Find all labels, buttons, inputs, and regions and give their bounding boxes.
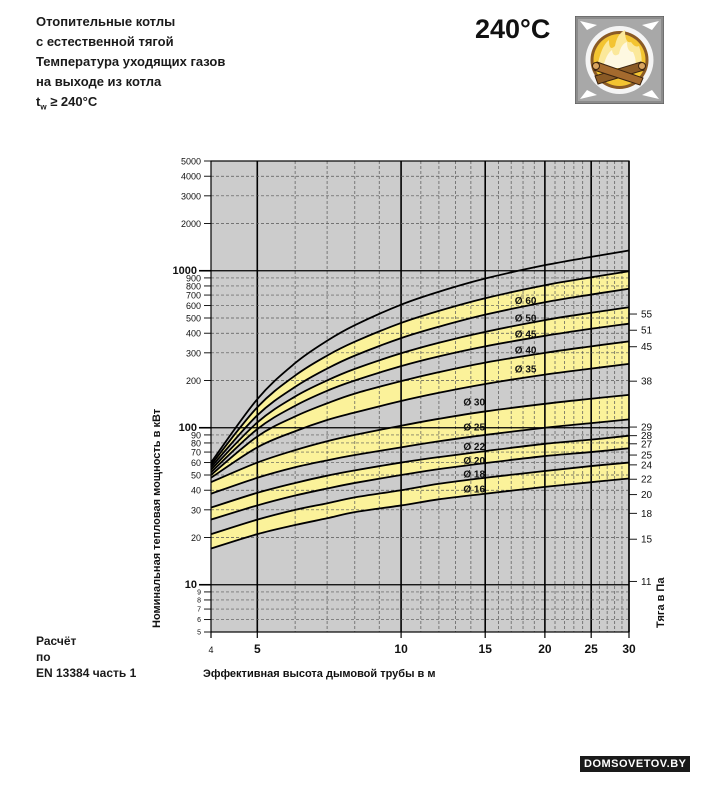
temp-condition: ≥ 240°C [46, 94, 98, 109]
draft-tick-label: 15 [641, 534, 653, 546]
x-tick-label: 25 [584, 642, 598, 656]
draft-tick-label: 20 [641, 490, 653, 502]
draft-tick-label: 24 [641, 460, 653, 472]
description-line-2: с естественной тягой [36, 34, 174, 49]
y-tick-label: 80 [190, 438, 201, 449]
temperature-badge: 240°C [475, 14, 551, 44]
y-tick-label: 4000 [180, 171, 201, 182]
x-tick-label: 4 [208, 645, 214, 655]
y-tick-label: 70 [190, 447, 201, 458]
y-tick-label: 10 [184, 579, 197, 592]
calculation-note [36, 633, 136, 681]
calc-note-line-1: Расчёт [36, 634, 77, 648]
x-axis-label: Эффективная высота дымовой трубы в м [203, 668, 436, 680]
draft-tick-label: 11 [641, 576, 652, 588]
y-tick-label: 2000 [180, 218, 201, 229]
y-tick-label: 60 [190, 458, 201, 469]
series-label: Ø 22 [463, 441, 486, 453]
draft-tick-label: 25 [641, 450, 653, 462]
x-tick-label: 10 [394, 642, 408, 656]
y-tick-label: 400 [185, 328, 201, 339]
y-axis-label: Номинальная тепловая мощность в кВт [151, 408, 163, 628]
draft-tick-label: 51 [641, 325, 653, 337]
x-tick-label: 15 [478, 642, 492, 656]
description-line-4: на выходе из котла [36, 74, 162, 89]
y-tick-label: 6 [197, 617, 201, 625]
y-tick-label: 1000 [172, 265, 197, 278]
x-tick-label: 30 [622, 642, 636, 656]
series-label: Ø 40 [514, 345, 537, 357]
series-label: Ø 25 [463, 422, 486, 434]
draft-tick-label: 29 [641, 422, 653, 434]
watermark: DOMSOVETOV.BY [580, 756, 690, 772]
y-tick-label: 100 [178, 422, 197, 435]
temp-symbol: t [36, 94, 41, 109]
x-tick-label: 5 [253, 642, 261, 656]
y-tick-label: 20 [190, 532, 201, 543]
y-tick-label: 5000 [180, 156, 201, 167]
draft-tick-label: 45 [641, 342, 653, 354]
calc-note-line-3: EN 13384 часть 1 [36, 666, 137, 680]
y-tick-label: 300 [185, 348, 201, 359]
y-tick-label: 40 [190, 485, 201, 496]
y-tick-label: 30 [190, 505, 201, 516]
y-tick-label: 3000 [180, 191, 201, 202]
y-tick-labels [173, 157, 202, 637]
y-tick-label: 600 [185, 301, 201, 312]
temp-subscript: w [40, 102, 47, 112]
series-label: Ø 60 [514, 296, 537, 308]
draft-tick-label: 27 [641, 439, 653, 451]
y-tick-label: 200 [185, 375, 201, 386]
description-line-3: Температура уходящих газов [36, 54, 226, 69]
y-tick-label: 7 [197, 606, 201, 614]
series-label: Ø 20 [463, 455, 486, 467]
x-tick-labels [208, 642, 636, 656]
series-label: Ø 16 [463, 484, 486, 496]
series-label: Ø 35 [514, 364, 537, 376]
y-tick-label: 9 [197, 589, 201, 597]
draft-tick-labels [641, 310, 653, 588]
series-label: Ø 30 [463, 397, 486, 409]
y-tick-label: 800 [185, 281, 201, 292]
description-line-1: Отопительные котлы [36, 14, 176, 29]
draft-tick-label: 22 [641, 474, 653, 486]
y-tick-label: 5 [197, 629, 201, 637]
y-tick-label: 900 [185, 273, 201, 284]
draft-tick-label: 55 [641, 309, 653, 321]
y-tick-label: 500 [185, 313, 201, 324]
y-tick-label: 50 [190, 470, 201, 481]
draft-tick-label: 28 [641, 431, 653, 443]
calc-note-line-2: по [36, 650, 51, 664]
x-tick-label: 20 [538, 642, 552, 656]
draft-tick-label: 18 [641, 508, 653, 520]
series-label: Ø 50 [514, 313, 537, 325]
secondary-axis-label: Тяга в Па [655, 577, 667, 628]
y-tick-label: 8 [197, 597, 201, 605]
draft-tick-label: 38 [641, 376, 653, 388]
series-label: Ø 45 [514, 329, 537, 341]
series-label: Ø 18 [463, 469, 486, 481]
y-tick-label: 90 [190, 430, 201, 441]
y-tick-label: 700 [185, 290, 201, 301]
